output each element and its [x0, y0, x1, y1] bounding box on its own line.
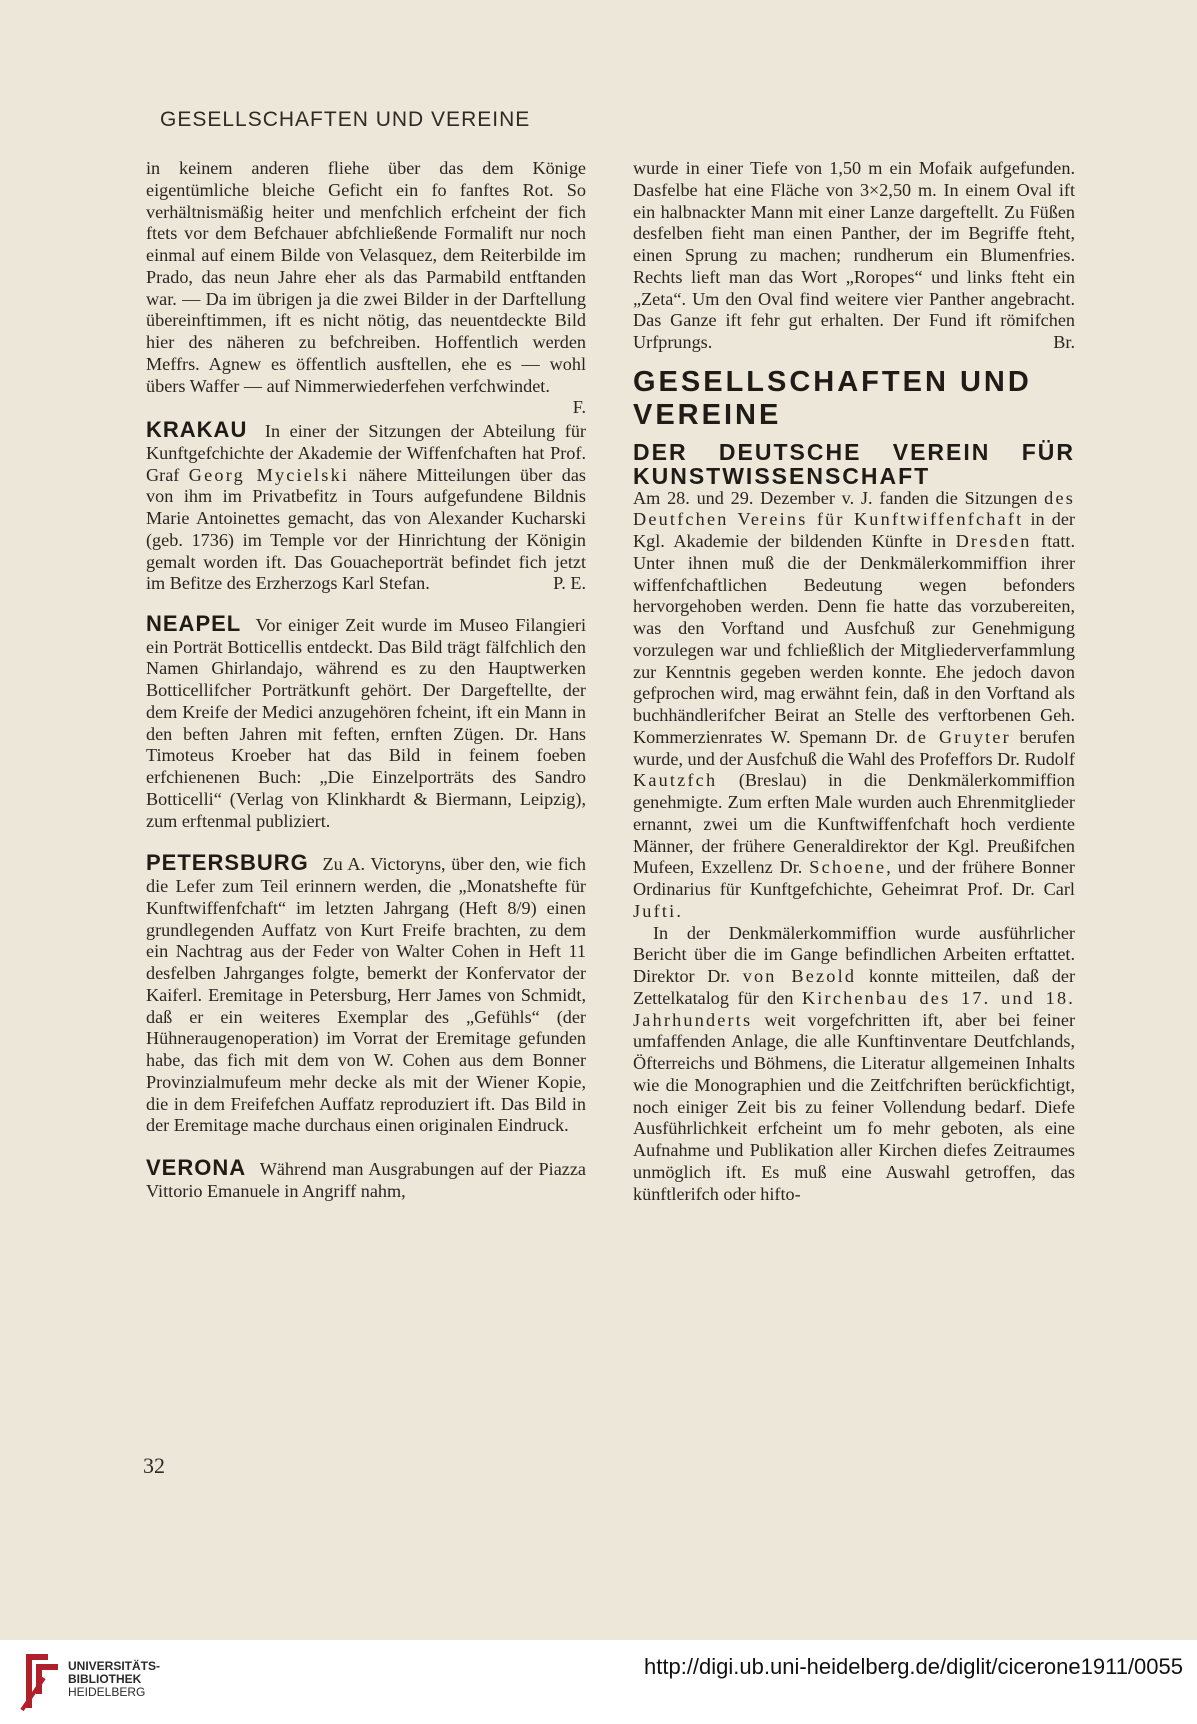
verein-p1-spaced-d: Kautzfch: [633, 770, 718, 791]
entry-text-verona: Während man Ausgrabungen auf der Piazza Vittorio Emanuele in Angriff nahm,: [146, 1159, 587, 1201]
entry-verona: [146, 1157, 586, 1203]
page-number: 32: [143, 1453, 165, 1478]
verein-p1-b: in der Kgl. Akademie der bildenden Künfte in: [633, 509, 1075, 551]
verein-heading-text: DER DEUTSCHE VEREIN FÜR KUNSTWISSENSCHAFT: [633, 438, 1075, 489]
verein-heading: [633, 440, 1075, 488]
entry-text-neapel: Vor einiger Zeit wurde im Museo Filangieri ein Porträt Botticellis entdeckt. Das Bild trägt fälfchlich den Namen Ghirlandajo, während es zu den Hauptwerken Botticellifcher Porträtkunft gehört. Der Dargeftellte, der dem Kreife der Medici anzugehören fcheint, ift ein Mann in den beften Jahren mit feften, ernften Zügen. Dr. Hans Timoteus Kroeber hat das Bild in feinem foeben erfchienenen Buch: „Die Einzelporträts des Sandro Botticelli“ (Verlag von Klinkhardt & Biermann, Leipzig), zum erftenmal publiziert.: [146, 614, 586, 831]
verein-p1-f: , und der frühere Bonner Ordinarius für Kunftgefchichte, Geheimrat Prof. Dr. Carl: [633, 857, 1075, 899]
verein-p2-a: In der Denkmälerkommiffion wurde ausführlicher Bericht über die im Gange befindlichen Arbeiten erftattet. Direktor Dr.: [633, 922, 1075, 986]
intro-signature: F.: [572, 397, 586, 418]
running-head: GESELLSCHAFTEN UND VEREINE: [160, 108, 531, 131]
verein-p1-spaced-e: Schoene: [809, 857, 887, 878]
verein-p1-d: berufen wurde, und der Ausfchuß die Wahl des Profeffors Dr. Rudolf: [633, 726, 1076, 769]
entry-krakau: [146, 419, 586, 595]
library-logo-icon: [18, 1648, 62, 1716]
entry-text-krakau-b: nähere Mitteilungen über das von ihm im Privatbefitz in Tours aufgefundene Bildnis Marie Antoinettes gemacht, das von Alexander Kucharski (geb. 1736) im Temple vor der Hinrichtung der Königin gemalt worden ift. Das Gouacheporträt befindet fich jetzt im Befitze des Erzherzogs Karl Stefan.: [146, 464, 586, 594]
entry-keyword-krakau: KRAKAU: [146, 417, 248, 442]
verein-p2-b: konnte mitteilen, daß der Zettelkatalog für den: [633, 966, 1075, 1008]
source-url-link[interactable]: http://digi.ub.uni-heidelberg.de/diglit/cicerone1911/0055: [644, 1654, 1183, 1679]
library-line-2: BIBLIOTHEK: [68, 1672, 142, 1686]
library-line-1: UNIVERSITÄTS-: [68, 1659, 161, 1673]
right-column: [633, 158, 1075, 1205]
entry-petersburg: [146, 852, 586, 1137]
verein-p1-a: Am 28. und 29. Dezember v. J. fanden die Sitzungen: [633, 487, 1038, 508]
section-title: GESELLSCHAFTEN UND VEREINE: [633, 365, 1032, 431]
entry-keyword-petersburg: PETERSBURG: [146, 850, 309, 876]
verein-p2-spaced-b: Kirchenbau des 17. und 18. Jahrhunderts: [633, 987, 1076, 1030]
verein-p1-spaced-c: de Gruyter: [906, 726, 1011, 747]
verein-p1-g: .: [676, 900, 681, 921]
entry-text-krakau-a: In einer der Sitzungen der Abteilung für Kunftgefchichte der Akademie der Wiffenfchaften hat Prof. Graf: [146, 421, 586, 485]
entry-text-petersburg: Zu A. Victoryns, über den, wie fich die Lefer zum Teil erinnern werden, die „Monatshefte für Kunftwiffenfchaft“ im letzten Jahrgang (Heft 8/9) einen grundlegenden Auffatz von Kurt Freife brachten, zu dem ein Nachtrag aus der Feder von Walter Cohen in Heft 11 desfelben Jahrganges folgte, bemerkt der Konfervator der Kaiferl. Eremitage in Petersburg, Herr James von Schmidt, daß er ein weiteres Exemplar des „Gefühls“ (der Hühneraugenoperation) im Vorrat der Eremitage gefunden habe, das fich mit dem von W. Cohen aus dem Bonner Provinzialmufeum mehr decke als mit der Wiener Kopie, die in dem Freifefchen Auffatz reproduziert ift. Das Bild in der Eremitage mache durchaus einen originalen Eindruck.: [146, 854, 586, 1136]
verona-signature: Br.: [1053, 331, 1075, 352]
verein-p1-spaced-b: Dresden: [955, 531, 1032, 551]
verein-p2-c: weit vorgefchritten ift, aber bei feiner umfaffenden Anlage, die alle Kunftinventare Deutfchlands, Öfterreichs und Böhmens, die Literatur allgemeinen Inhalts wie die Monographien und die Zeitfchriften berückfichtigt, noch einiger Zeit bis zu feiner Vollendung bedarf. Diefe Ausführlichkeit erfcheint um fo mehr geboten, als eine Aufnahme und Publikation aller Kirchen diefes Zeitraumes unmöglich ift. Es muß eine Auswahl getroffen, das künftlerifch oder hifto-: [633, 1009, 1076, 1204]
library-line-3: HEIDELBERG: [68, 1685, 146, 1699]
verein-paragraph-1: [633, 488, 1075, 923]
verona-continuation: wurde in einer Tiefe von 1,50 m ein Mofaik aufgefunden. Dasfelbe hat eine Fläche von 3×2,50 m. In einem Oval ift ein halbnackter Mann mit einer Lanze dargeftellt. Zu Füßen desfelben fieht man einen Panther, der im Begriffe fteht, einen Sprung zu machen; rundherum ein Blumenfries. Rechts lieft man das Wort „Roropes“ und links fteht ein „Zeta“. Um den Oval find weitere vier Panther angebracht. Das Ganze ift fehr gut erhalten. Der Fund ift römifchen Urfprungs.: [633, 158, 1075, 352]
verein-p1-spaced-f: Jufti: [633, 900, 677, 921]
entry-keyword-neapel: NEAPEL: [146, 610, 242, 636]
entry-name-mycielski: Georg Mycielski: [188, 464, 350, 485]
verein-p1-c: ftatt. Unter ihnen muß die der Denkmälerkommiffion ihrer wiffenfchaftlichen Bedeutung wegen befonders hervorgehoben werden. Denn fie hatte das vorzubereiten, was den Vorftand und Ausfchuß zur Genehmigung vorzulegen war und fchließlich der Mitgliederverfammlung zur Kenntnis gegeben werden konnte. Ehe jedoch davon gefprochen wird, mag erwähnt fein, daß in den Vorftand als buchhändlerifcher Beirat an Stelle des verftorbenen Geh. Kommerzienrates W. Spemann Dr.: [633, 531, 1076, 747]
verein-paragraph-2: [633, 923, 1075, 1206]
left-column: [146, 158, 586, 1203]
verein-p2-spaced-a: von Bezold: [742, 966, 857, 986]
entry-neapel: [146, 610, 586, 833]
verein-p1-spaced-a: des Deutfchen Vereins für Kunftwiffenfchaft: [633, 487, 1076, 530]
intro-paragraph: in keinem anderen fliehe über das dem Könige eigentümliche bleiche Geficht ein fo fanftes Rot. So verhältnismäßig heiter und menfchlich erfcheint der fich ftets vor dem Befchauer abfchließende Formalift nur noch einmal auf einem Bilde von Velasquez, dem Reiterbilde im Prado, das neun Jahre eher als das Parmabild entftanden war. — Da im übrigen ja die zwei Bilder in der Darftellung übereinftimmen, ift es nicht nötig, das neuentdeckte Bild hier des näheren zu befchreiben. Hoffentlich werden Meffrs. Agnew es öffentlich ausftellen, ehe es — wohl übers Waffer — auf Nimmerwiederfehen verfchwindet.: [146, 158, 586, 396]
library-name: [68, 1660, 160, 1699]
footer-bar: [0, 1640, 1197, 1724]
verein-p1-e: (Breslau) in die Denkmälerkommiffion genehmigte. Zum erften Male wurden auch Ehrenmitglieder ernannt, zwei um die Kunftwiffenfchaft hoch verdiente Männer, der frühere Generaldirektor der Kgl. Preußifchen Mufeen, Exzellenz Dr.: [633, 770, 1075, 878]
entry-keyword-verona: VERONA: [146, 1155, 247, 1180]
entry-signature-krakau: P. E.: [553, 573, 586, 593]
